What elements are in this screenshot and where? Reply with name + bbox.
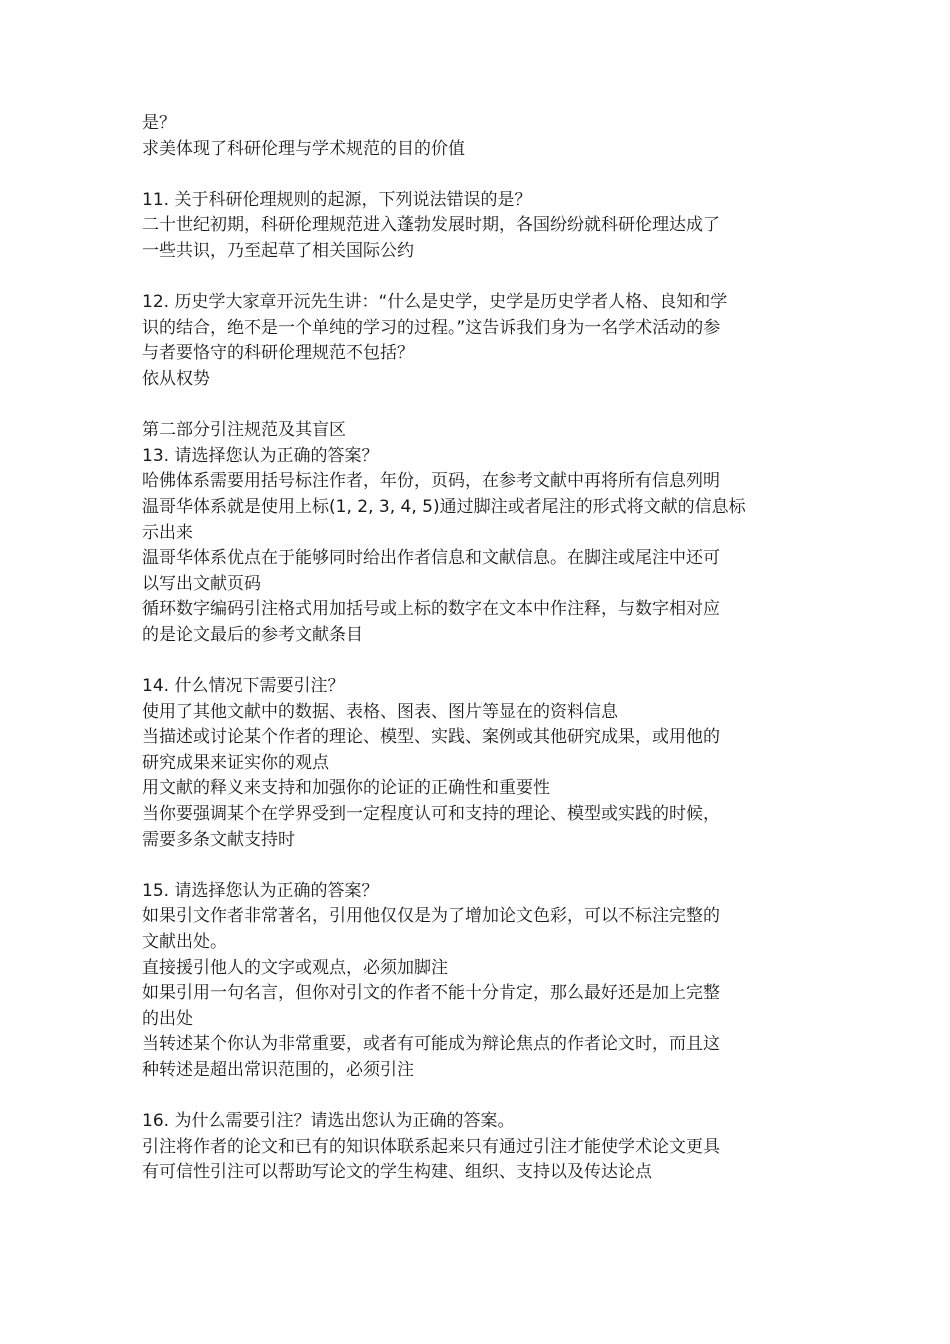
text-line: 引注将作者的论文和已有的知识体联系起来只有通过引注才能使学术论文更具 — [142, 1136, 720, 1157]
text-line: 循环数字编码引注格式用加括号或上标的数字在文本中作注释，与数字相对应 — [142, 599, 720, 620]
text-line: 14. 什么情况下需要引注？ — [142, 676, 345, 697]
text-line: 温哥华体系就是使用上标(1, 2, 3, 4, 5)通过脚注或者尾注的形式将文献的信息标 — [142, 496, 746, 517]
text-line: 示出来 — [142, 522, 193, 543]
paragraph-gap — [142, 1084, 810, 1110]
paragraph-gap — [142, 265, 810, 291]
text-line: 有可信性引注可以帮助写论文的学生构建、组织、支持以及传达论点 — [142, 1162, 652, 1183]
text-line: 的是论文最后的参考文献条目 — [142, 624, 363, 645]
text-line: 哈佛体系需要用括号标注作者，年份，页码，在参考文献中再将所有信息列明 — [142, 471, 720, 492]
text-line: 15. 请选择您认为正确的答案？ — [142, 880, 379, 901]
text-line: 如果引用一句名言，但你对引文的作者不能十分肯定，那么最好还是加上完整 — [142, 983, 720, 1004]
paragraph-gap — [142, 393, 810, 419]
text-line: 使用了其他文献中的数据、表格、图表、图片等显在的资料信息 — [142, 701, 618, 722]
text-line: 12. 历史学大家章开沅先生讲：“什么是史学，史学是历史学者人格、良知和学 — [142, 292, 728, 313]
text-block — [142, 290, 810, 392]
text-line: 第二部分引注规范及其盲区 — [142, 420, 346, 441]
text-line: 温哥华体系优点在于能够同时给出作者信息和文献信息。在脚注或尾注中还可 — [142, 548, 720, 569]
text-line: 当转述某个你认为非常重要，或者有可能成为辩论焦点的作者论文时，而且这 — [142, 1034, 720, 1055]
text-line: 当描述或讨论某个作者的理论、模型、实践、案例或其他研究成果，或用他的 — [142, 727, 720, 748]
text-line: 用文献的释义来支持和加强你的论证的正确性和重要性 — [142, 778, 550, 799]
text-line: 11. 关于科研伦理规则的起源，下列说法错误的是？ — [142, 189, 532, 210]
text-block — [142, 111, 810, 162]
text-line: 求美体现了科研伦理与学术规范的目的价值 — [142, 138, 465, 159]
paragraph-gap — [142, 853, 810, 879]
text-line: 13. 请选择您认为正确的答案？ — [142, 445, 379, 466]
text-line: 的出处 — [142, 1008, 193, 1029]
text-block — [142, 879, 810, 1084]
text-line: 16. 为什么需要引注？请选出您认为正确的答案。 — [142, 1111, 515, 1132]
text-line: 是？ — [142, 113, 176, 133]
text-block — [142, 674, 810, 853]
text-line: 需要多条文献支持时 — [142, 829, 295, 850]
text-line: 种转述是超出常识范围的，必须引注 — [142, 1059, 414, 1080]
text-line: 当你要强调某个在学界受到一定程度认可和支持的理论、模型或实践的时候， — [142, 804, 720, 825]
text-block — [142, 1109, 810, 1186]
text-line: 研究成果来证实你的观点 — [142, 752, 329, 773]
paragraph-gap — [142, 162, 810, 188]
text-line: 识的结合，绝不是一个单纯的学习的过程。”这告诉我们身为一名学术活动的参 — [142, 317, 721, 338]
paragraph-gap — [142, 648, 810, 674]
text-line: 二十世纪初期，科研伦理规范进入蓬勃发展时期，各国纷纷就科研伦理达成了 — [142, 215, 720, 236]
text-line: 以写出文献页码 — [142, 573, 261, 594]
document-body — [142, 111, 810, 1186]
text-line: 如果引文作者非常著名，引用他仅仅是为了增加论文色彩，可以不标注完整的 — [142, 906, 720, 927]
text-line: 直接援引他人的文字或观点，必须加脚注 — [142, 957, 448, 978]
text-line: 与者要恪守的科研伦理规范不包括？ — [142, 343, 414, 364]
text-block — [142, 188, 810, 265]
text-line: 依从权势 — [142, 368, 210, 389]
text-block — [142, 418, 810, 648]
text-line: 文献出处。 — [142, 932, 227, 952]
text-line: 一些共识，乃至起草了相关国际公约 — [142, 240, 414, 261]
